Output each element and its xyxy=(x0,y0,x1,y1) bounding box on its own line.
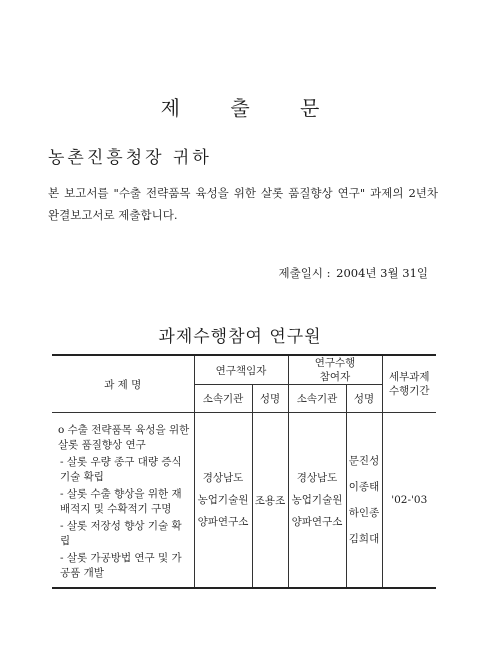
lead-affiliation-cell xyxy=(194,413,252,589)
subject-main: o 수출 전략품목 육성을 위한 살롯 품질향상 연구 xyxy=(58,424,190,451)
participant-name: 문진성 xyxy=(348,455,380,467)
table-title: 과제수행참여 연구원 xyxy=(158,327,322,347)
header-period-line1: 세부과제 xyxy=(388,371,430,383)
researcher-table xyxy=(52,354,436,589)
participant-affiliation-cell xyxy=(288,413,346,589)
lead-affiliation-line: 농업기술원 xyxy=(197,494,249,506)
participant-names-cell xyxy=(346,413,382,589)
header-period-line2: 수행기간 xyxy=(388,385,430,397)
participant-affiliation-line: 경상남도 xyxy=(296,472,338,484)
submission-date-line xyxy=(277,265,428,281)
header-name: 성명 xyxy=(252,385,288,413)
submission-date-label: 제출일시 : xyxy=(278,266,331,280)
document-title: 제 출 문 xyxy=(160,96,342,120)
header-participants-line2: 참여자 xyxy=(319,371,351,383)
lead-affiliation-line: 경상남도 xyxy=(202,472,244,484)
participant-name: 김희대 xyxy=(348,533,380,545)
addressee: 농촌진흥청장 귀하 xyxy=(48,148,212,168)
period-cell: '02-'03 xyxy=(382,413,436,589)
header-period xyxy=(382,355,436,413)
participant-name: 이종태 xyxy=(348,481,380,493)
header-affiliation: 소속기관 xyxy=(194,385,252,413)
header-subject: 과 제 명 xyxy=(52,355,194,413)
subject-item: - 살롯 우량 종구 대량 증식 기술 확립 xyxy=(60,456,182,483)
header-name-2: 성명 xyxy=(346,385,382,413)
header-affiliation-2: 소속기관 xyxy=(288,385,346,413)
lead-name-cell: 조용조 xyxy=(252,413,288,589)
table-row xyxy=(52,413,436,589)
subject-item: - 살롯 가공방법 연구 및 가공품 개발 xyxy=(60,552,182,579)
subject-cell xyxy=(52,413,194,589)
subject-item: - 살롯 수출 향상을 위한 재배적지 및 수확적기 구명 xyxy=(60,488,182,515)
participant-affiliation-line: 양파연구소 xyxy=(291,516,343,528)
header-participants xyxy=(288,355,382,385)
header-lead-researcher: 연구책임자 xyxy=(194,355,288,385)
submission-date: 2004년 3월 31일 xyxy=(336,266,428,280)
subject-item: - 살롯 저장성 향상 기술 확립 xyxy=(60,520,182,547)
participant-affiliation-line: 농업기술원 xyxy=(291,494,343,506)
participant-name: 하인종 xyxy=(348,507,380,519)
lead-affiliation-line: 양파연구소 xyxy=(197,516,249,528)
submission-statement: 본 보고서를 "수출 전략품목 육성을 위한 살롯 품질향상 연구" 과제의 2년차 완결보고서로 제출합니다. xyxy=(48,186,438,222)
header-participants-line1: 연구수행 xyxy=(314,357,356,369)
